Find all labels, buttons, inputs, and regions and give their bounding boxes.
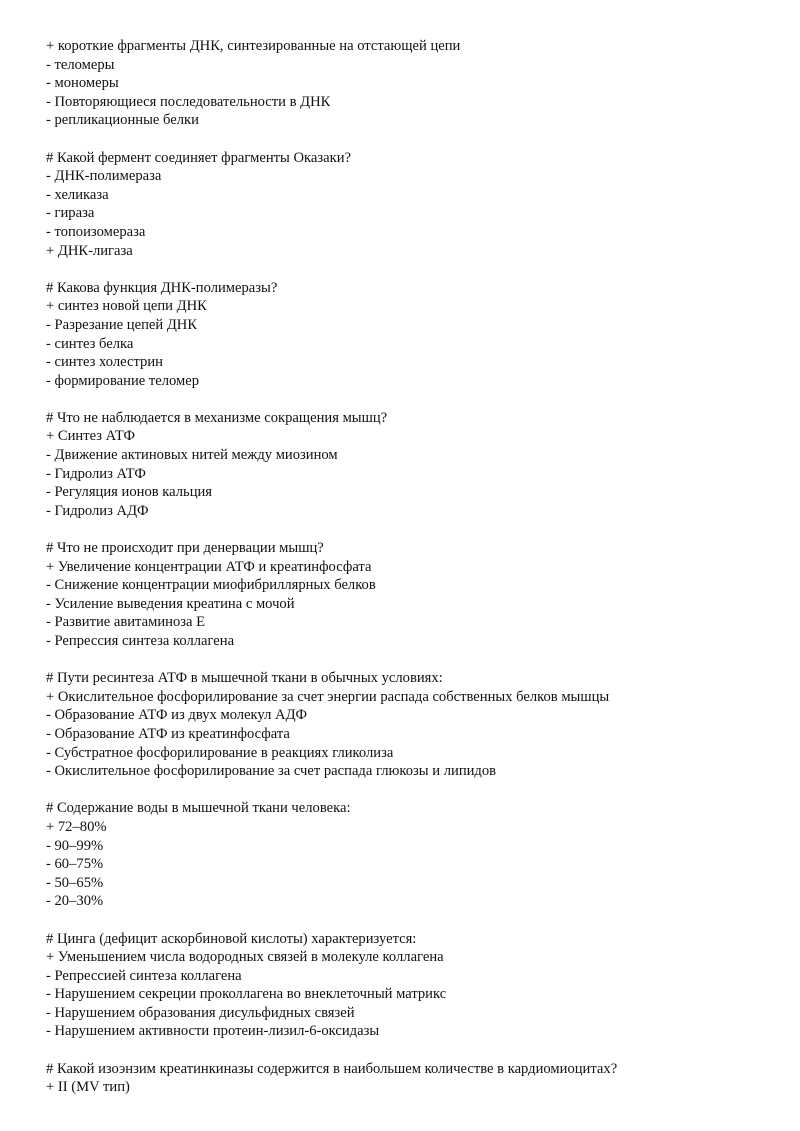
answer-option: - 60–75% — [46, 856, 104, 873]
question-text: # Пути ресинтеза АТФ в мышечной ткани в обычных условиях: — [46, 670, 443, 687]
answer-option: + Окислительное фосфорилирование за счет энергии распада собственных белков мышцы — [46, 688, 610, 705]
question-text: # Что не происходит при денервации мышц? — [46, 540, 324, 557]
question-text: # Что не наблюдается в механизме сокращения мышц? — [46, 409, 388, 426]
answer-option: + Уменьшением числа водородных связей в молекуле коллагена — [46, 949, 444, 966]
answer-option: + 72–80% — [46, 818, 107, 835]
answer-option: - Репрессией синтеза коллагена — [46, 967, 242, 984]
answer-option: - Снижение концентрации миофибриллярных белков — [46, 577, 376, 594]
answer-option: - гираза — [46, 205, 95, 222]
answer-option: - Развитие авитаминоза Е — [46, 614, 206, 631]
answer-option: - Гидролиз АТФ — [46, 465, 146, 482]
answer-option: - синтез холестрин — [46, 354, 163, 371]
answer-option: - Гидролиз АДФ — [46, 502, 149, 519]
answer-option: - репликационные белки — [46, 112, 199, 129]
answer-option: - Нарушением образования дисульфидных связей — [46, 1004, 355, 1021]
answer-option: - мономеры — [46, 75, 119, 92]
question-block — [46, 539, 786, 651]
question-block — [46, 279, 786, 391]
answer-option: - теломеры — [46, 56, 115, 73]
question-block — [46, 149, 786, 261]
question-block — [46, 930, 786, 1042]
answer-option: - Репрессия синтеза коллагена — [46, 633, 235, 649]
answer-option: - 90–99% — [46, 837, 104, 854]
answer-option: + короткие фрагменты ДНК, синтезированные на отстающей цепи — [46, 38, 461, 54]
question-text: # Какой фермент соединяет фрагменты Оказаки? — [46, 149, 352, 166]
answer-option: - Разрезание цепей ДНК — [46, 316, 198, 333]
answer-option: - Повторяющиеся последовательности в ДНК — [46, 93, 331, 110]
answer-option: + Увеличение концентрации АТФ и креатинфосфата — [46, 558, 372, 575]
answer-option: + синтез новой цепи ДНК — [46, 298, 207, 315]
question-block — [46, 1060, 786, 1097]
question-text: # Цинга (дефицит аскорбиновой кислоты) характеризуется: — [46, 930, 417, 947]
answer-option: - Образование АТФ из двух молекул АДФ — [46, 707, 308, 724]
answer-option: - ДНК-полимераза — [46, 168, 162, 185]
answer-option: - формирование теломер — [46, 372, 200, 389]
answer-option: - Образование АТФ из креатинфосфата — [46, 725, 290, 742]
answer-option: + Синтез АТФ — [46, 428, 136, 445]
answer-option: - Окислительное фосфорилирование за счет распада глюкозы и липидов — [46, 763, 497, 780]
question-block — [46, 669, 786, 781]
question-list — [46, 149, 786, 1097]
question-text: # Содержание воды в мышечной ткани человека: — [46, 800, 351, 817]
answer-option: - топоизомераза — [46, 223, 146, 240]
answer-option: - Субстратное фосфорилирование в реакциях гликолиза — [46, 744, 394, 761]
intro-options — [46, 37, 786, 130]
answer-option: - 20–30% — [46, 893, 104, 910]
question-block — [46, 799, 786, 911]
answer-option: + II (MV тип) — [46, 1079, 130, 1096]
answer-option: - 50–65% — [46, 874, 104, 891]
answer-option: - Нарушением активности протеин-лизил-6-оксидазы — [46, 1023, 380, 1040]
answer-option: + ДНК-лигаза — [46, 242, 133, 259]
question-text: # Какой изоэнзим креатинкиназы содержится в наибольшем количестве в кардиомиоцитах? — [46, 1060, 618, 1077]
answer-option: - хеликаза — [46, 186, 109, 203]
question-text: # Какова функция ДНК-полимеразы? — [46, 279, 278, 296]
question-block — [46, 409, 786, 521]
answer-option: - Нарушением секреции проколлагена во внеклеточный матрикс — [46, 986, 447, 1003]
answer-option: - Усиление выведения креатина с мочой — [46, 595, 295, 612]
answer-option: - Регуляция ионов кальция — [46, 484, 213, 501]
answer-option: - синтез белка — [46, 335, 134, 352]
document-page — [46, 37, 786, 1097]
answer-option: - Движение актиновых нитей между миозином — [46, 447, 338, 464]
